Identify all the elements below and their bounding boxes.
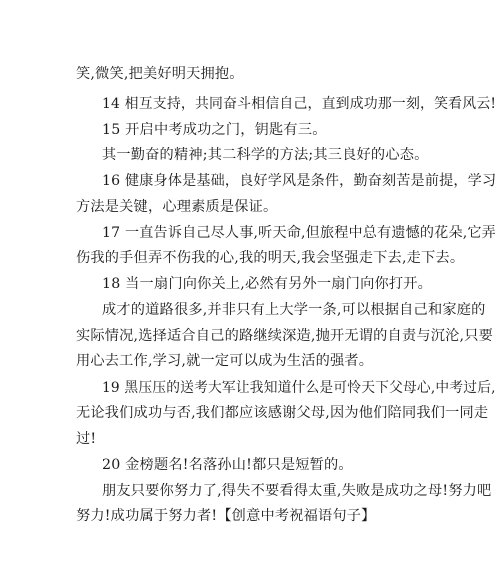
- text-line-11: 实际情况,选择适合自己的路继续深造,抛开无谓的自责与沉沦,只要: [76, 328, 493, 344]
- text-line-9: 18 当一扇门向你关上,必然有另外一扇门向你打开。: [102, 276, 433, 292]
- text-line-14: 无论我们成功与否,我们都应该感谢父母,因为他们陪同我们一同走: [76, 405, 489, 421]
- text-line-5: 16 健康身体是基础，良好学风是条件，勤奋刻苦是前提，学习: [102, 173, 497, 189]
- text-line-18: 努力!成功属于努力者!【创意中考祝福语句子】: [76, 508, 376, 524]
- text-line-8: 伤我的手但弄不伤我的心,我的明天,我会坚强走下去,走下去。: [76, 250, 465, 266]
- text-line-7: 17 一直告诉自己尽人事,听天命,但旅程中总有遗憾的花朵,它弄: [102, 225, 496, 241]
- text-line-3: 15 开启中考成功之门，钥匙有三。: [102, 122, 327, 138]
- text-line-16: 20 金榜题名!名落孙山!都只是短暂的。: [102, 457, 353, 473]
- text-line-1: 笑,微笑,把美好明天拥抱。: [76, 66, 244, 82]
- text-line-13: 19 黑压压的送考大军让我知道什么是可怜天下父母心,中考过后,: [102, 380, 496, 396]
- text-line-4: 其一勤奋的精神;其二科学的方法;其三良好的心态。: [102, 147, 429, 163]
- text-line-17: 朋友只要你努力了,得失不要看得太重,失败是成功之母!努力吧: [102, 483, 492, 499]
- text-line-2: 14 相互支持，共同奋斗相信自己，直到成功那一刻，笑看风云!: [102, 96, 497, 112]
- text-line-15: 过!: [76, 431, 97, 447]
- text-line-12: 用心去工作,学习,就一定可以成为生活的强者。: [76, 353, 374, 369]
- text-line-6: 方法是关键，心理素质是保证。: [76, 199, 278, 215]
- text-line-10: 成才的道路很多,并非只有上大学一条,可以根据自己和家庭的: [102, 302, 486, 318]
